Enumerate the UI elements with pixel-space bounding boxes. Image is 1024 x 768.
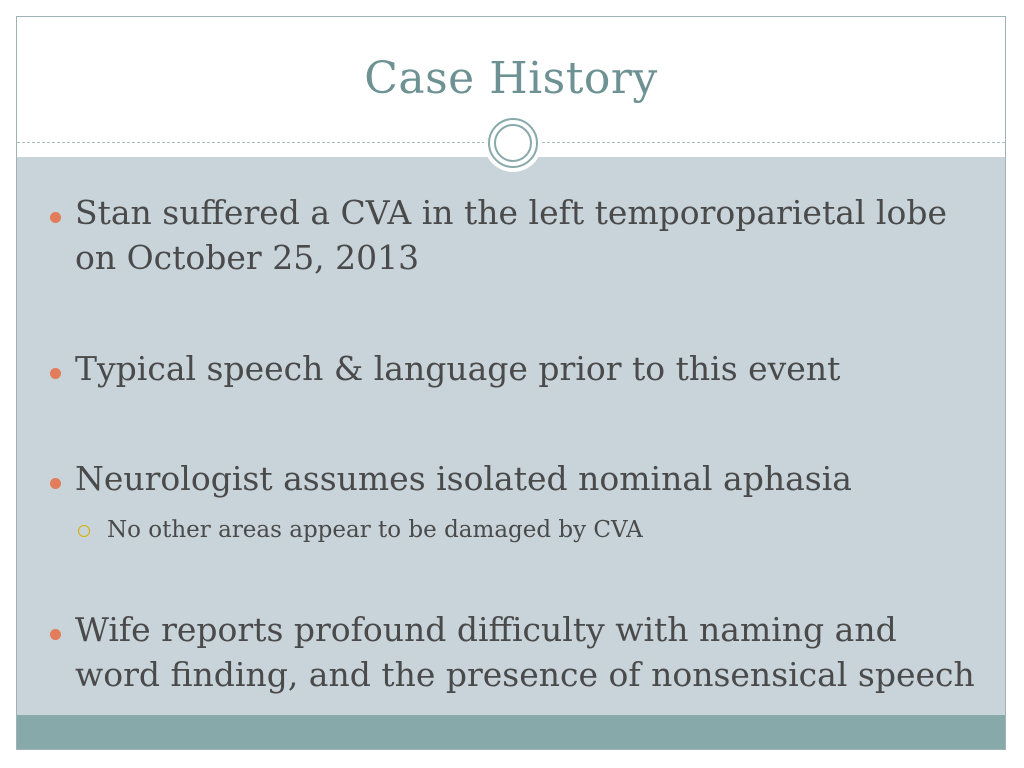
bullet-item-4: Wife reports profound difficulty with naming and word finding, and the presence of nonsensical speech — [75, 610, 975, 694]
sub-bullet-marker-icon — [78, 525, 90, 537]
sub-bullet-item-1: No other areas appear to be damaged by CVA — [107, 517, 643, 543]
slide-title: Case History — [364, 53, 658, 104]
slide — [16, 16, 1006, 750]
bullet-item-3: Neurologist assumes isolated nominal aphasia — [75, 459, 852, 498]
bullet-marker-icon — [50, 478, 61, 489]
bullet-marker-icon — [50, 212, 61, 223]
divider-circle-icon — [484, 114, 542, 172]
bullet-item-2: Typical speech & language prior to this event — [75, 349, 841, 388]
bullet-marker-icon — [50, 629, 61, 640]
footer-band — [17, 715, 1005, 749]
bullet-marker-icon — [50, 368, 61, 379]
content-area — [17, 157, 1005, 717]
bullet-item-1: Stan suffered a CVA in the left temporoparietal lobe on October 25, 2013 — [75, 193, 948, 277]
